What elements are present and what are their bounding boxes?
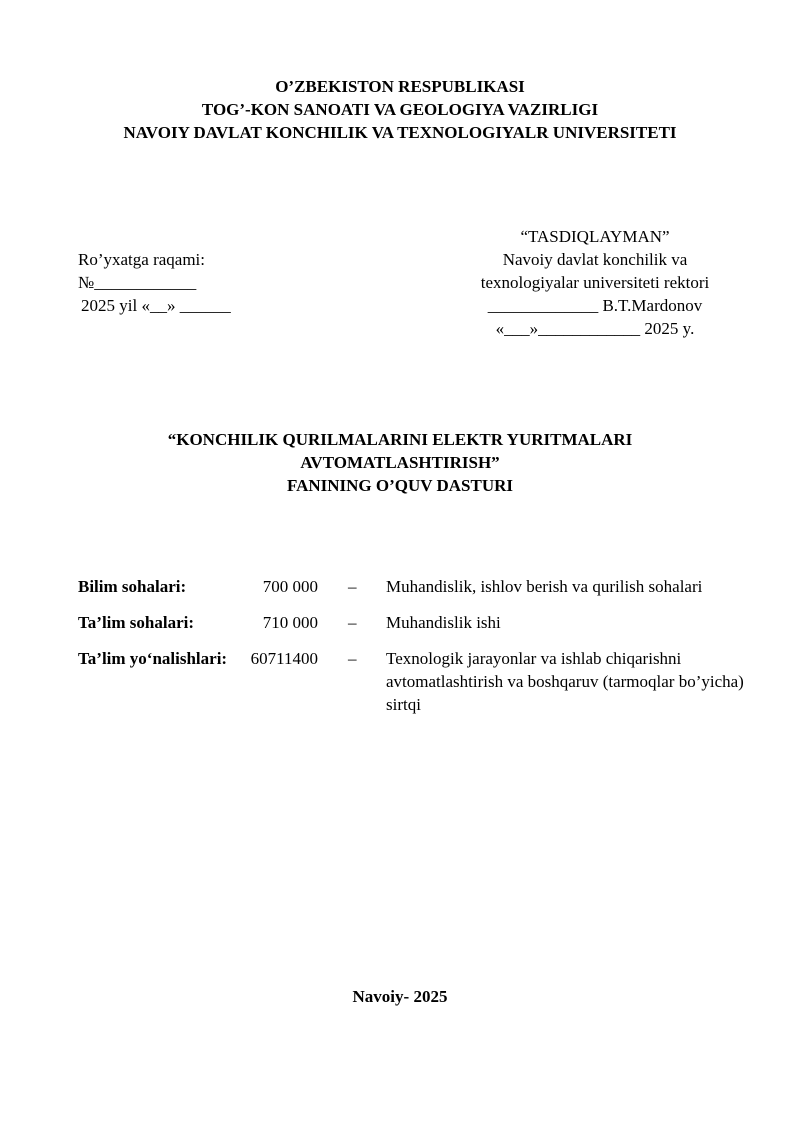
field-label: Bilim sohalari: bbox=[78, 577, 187, 596]
field-row bbox=[78, 575, 758, 611]
field-dash: – bbox=[348, 577, 357, 596]
field-description: Muhandislik ishi bbox=[386, 613, 501, 632]
course-title-line1: “KONCHILIK QURILMALARINI ELEKTR YURITMALARI bbox=[167, 430, 633, 449]
field-dash: – bbox=[348, 613, 357, 632]
field-code: 60711400 bbox=[250, 649, 318, 668]
field-code: 700 000 bbox=[262, 577, 318, 596]
field-row bbox=[78, 647, 758, 727]
approval-signature: _____________ B.T.Mardonov bbox=[487, 296, 703, 315]
approval-title: “TASDIQLAYMAN” bbox=[520, 227, 670, 246]
ministry-header bbox=[0, 75, 800, 144]
course-title bbox=[0, 428, 800, 497]
header-university: NAVOIY DAVLAT KONCHILIK VA TEXNOLOGIYALR UNIVERSITETI bbox=[123, 123, 677, 142]
place-year: Navoiy- 2025 bbox=[352, 987, 448, 1006]
field-row bbox=[78, 611, 758, 647]
header-ministry: TOG’-KON SANOATI VA GEOLOGIYA VAZIRLIGI bbox=[201, 100, 599, 119]
approval-date: «___»____________ 2025 y. bbox=[495, 319, 695, 338]
approval-line2: texnologiyalar universiteti rektori bbox=[480, 273, 710, 292]
registration-date: 2025 yil «__» ______ bbox=[81, 296, 231, 315]
registration-number: №____________ bbox=[78, 273, 197, 292]
header-republic: O’ZBEKISTON RESPUBLIKASI bbox=[275, 77, 525, 96]
approval-line1: Navoiy davlat konchilik va bbox=[502, 250, 688, 269]
field-dash: – bbox=[348, 649, 357, 668]
field-description: Texnologik jarayonlar va ishlab chiqarishni avtomatlashtirish va boshqaruv (tarmoqlar bo’yicha) sirtqi bbox=[386, 649, 744, 714]
course-title-line2: AVTOMATLASHTIRISH” bbox=[300, 453, 500, 472]
field-code: 710 000 bbox=[262, 613, 318, 632]
field-label: Ta’lim sohalari: bbox=[78, 613, 195, 632]
field-label: Ta’lim yo‘nalishlari: bbox=[78, 649, 228, 668]
registration-block bbox=[78, 248, 231, 317]
approval-block bbox=[440, 225, 750, 340]
field-description: Muhandislik, ishlov berish va qurilish sohalari bbox=[386, 577, 703, 596]
course-title-line3: FANINING O’QUV DASTURI bbox=[286, 476, 514, 495]
fields-table bbox=[78, 575, 758, 727]
registration-label: Ro’yxatga raqami: bbox=[78, 250, 205, 269]
